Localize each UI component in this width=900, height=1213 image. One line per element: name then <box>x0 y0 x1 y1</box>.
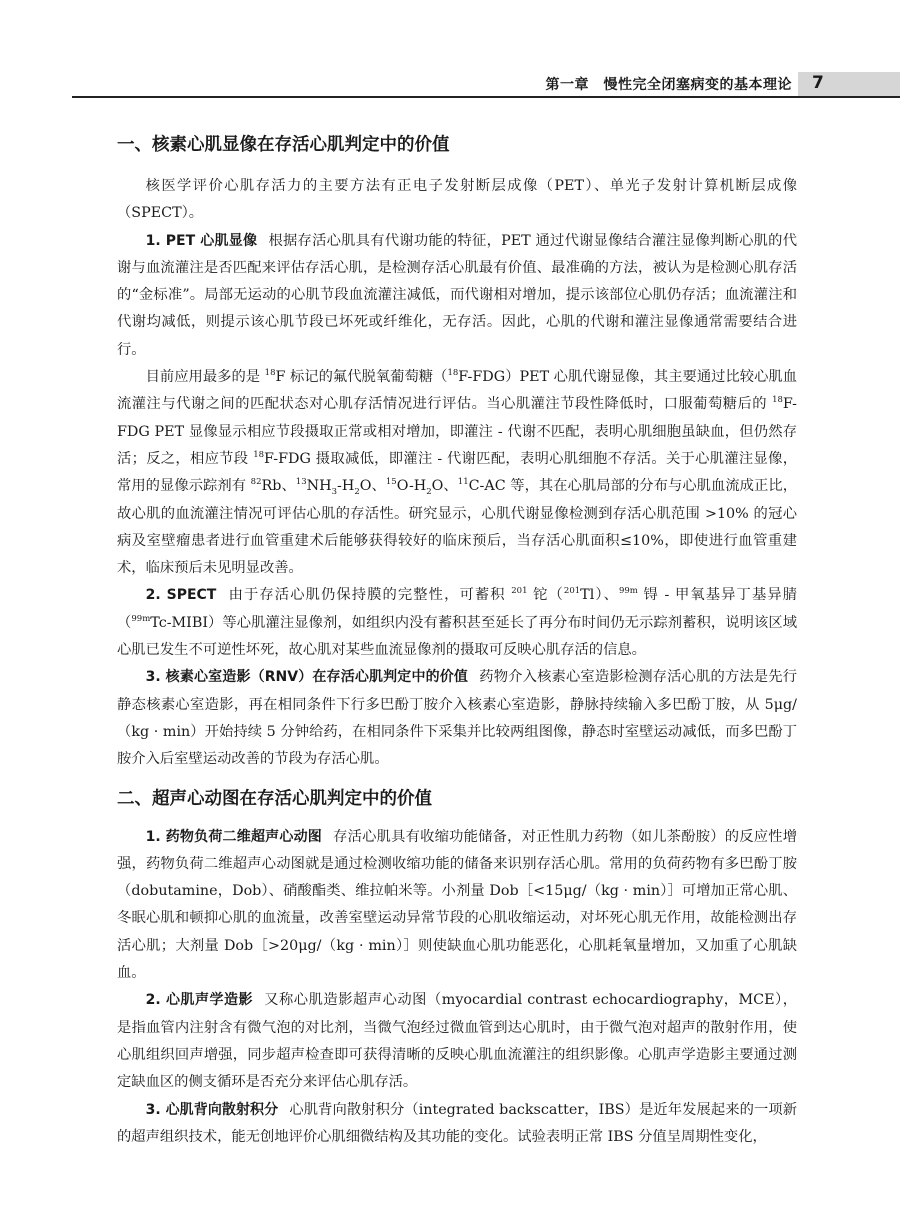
subheading-spect: 2. SPECT <box>145 587 217 604</box>
paragraph-echo-1: 1. 药物负荷二维超声心动图 存活心肌具有收缩功能储备，对正性肌力药物（如儿茶酚胺）的反应性增强，药物负荷二维超声心动图就是通过检测收缩功能的储备来识别存活心肌。常用的负荷药物有多巴酚丁胺（dobutamine，Dob）、硝酸酯类、维拉帕米等。小剂量 Dob［<15μg/（kg · min）］可增加正常心肌、冬眠心肌和顿抑心肌的血流量，改善室壁运动异常节段的心肌收缩运动，对坏死心肌无作用，故能检测出存活心肌；大剂量 Dob［>20μg/（kg · min）］则使缺血心肌功能恶化，心肌耗氧量增加，又加重了心肌缺血。 <box>117 828 797 982</box>
running-header <box>0 72 900 98</box>
subheading-rnv: 3. 核素心室造影（RNV）在存活心肌判定中的价值 <box>145 669 469 686</box>
page-body <box>117 130 797 1151</box>
page-number: 7 <box>812 73 824 93</box>
subheading-mce: 2. 心肌声学造影 <box>145 992 254 1009</box>
header-rule <box>72 96 900 98</box>
paragraph-echo-3: 3. 心肌背向散射积分 心肌背向散射积分（integrated backscatter，IBS）是近年发展起来的一项新的超声组织技术，能无创地评价心肌细微结构及其功能的变化。试验表明正常 IBS 分值呈周期性变化， <box>117 1101 797 1145</box>
paragraph-pet-2: 目前应用最多的是 $^{18}$F 标记的氟代脱氧葡萄糖（$^{18}$F-FDG）PET 心肌代谢显像，其主要通过比较心肌血流灌注与代谢之间的匹配状态对心肌存活情况进行评估。当心肌灌注节段性降低时，口服葡萄糖后的 $^{18}$F-FDG PET 显像显示相应节段摄取正常或相对增加，即灌注 - 代谢不匹配，表明心肌细胞虽缺血，但仍然存活；反之，相应节段 $^{18}$F-FDG 摄取减低，即灌注 - 代谢匹配，表明心肌细胞不存活。关于心肌灌注显像，常用的显像示踪剂有 $^{82}$Rb、$^{13}NH_3-H_2O$、$^{15}O-H_2O$、$^{11}$C-AC 等，其在心肌局部的分布与心肌血流成正比，故心肌的血流灌注情况可评估心肌的存活性。研究显示，心肌代谢显像检测到存活心肌范围 >10% 的冠心病及室壁瘤患者进行血管重建术后能够获得较好的临床预后，当存活心肌面积≤10%，即使进行血管重建术，临床预后未见明显改善。 <box>117 368 798 577</box>
subheading-ibs: 3. 心肌背向散射积分 <box>145 1101 279 1118</box>
paragraph-intro: 核医学评价心肌存活力的主要方法有正电子发射断层成像（PET）、单光子发射计算机断层成像（SPECT）。 <box>117 178 797 222</box>
paragraph-echo-2: 2. 心肌声学造影 又称心肌造影超声心动图（myocardial contrast echocardiography，MCE），是指血管内注射含有微气泡的对比剂，当微气泡经过微血管到达心肌时，由于微气泡对超声的散射作用，使心肌组织回声增强，同步超声检查即可获得清晰的反映心肌血流灌注的组织影像。心肌声学造影主要通过测定缺血区的侧支循环是否充分来评估心肌存活。 <box>117 992 797 1091</box>
paragraph-rnv: 3. 核素心室造影（RNV）在存活心肌判定中的价值 药物介入核素心室造影检测存活心肌的方法是先行静态核素心室造影，再在相同条件下行多巴酚丁胺介入核素心室造影，静脉持续输入多巴酚丁胺，从 5μg/（kg · min）开始持续 5 分钟给药，在相同条件下采集并比较两组图像，静态时室壁运动减低，而多巴酚丁胺介入后室壁运动改善的节段为存活心肌。 <box>117 669 798 768</box>
subheading-stress-echo: 1. 药物负荷二维超声心动图 <box>145 828 322 845</box>
section-heading-echo: 二、超声心动图在存活心肌判定中的价值 <box>117 788 432 809</box>
chapter-title: 第一章 慢性完全闭塞病变的基本理论 <box>545 77 792 93</box>
paragraph-pet-1: 1. PET 心肌显像 根据存活心肌具有代谢功能的特征，PET 通过代谢显像结合灌注显像判断心肌的代谢与血流灌注是否匹配来评估存活心肌，是检测存活心肌最有价值、最准确的方法，被认为是检测心肌存活的“金标准”。局部无运动的心肌节段血流灌注减低，而代谢相对增加，提示该部位心肌仍存活；血流灌注和代谢均减低，则提示该心肌节段已坏死或纤维化，无存活。因此，心肌的代谢和灌注显像通常需要结合进行。 <box>117 232 797 358</box>
subheading-pet: 1. PET 心肌显像 <box>145 232 258 249</box>
page-number-box <box>798 72 900 96</box>
paragraph-spect: 2. SPECT 由于存活心肌仍保持膜的完整性，可蓄积 $^{201}$ 铊（$^{201}$Tl）、$^{99m}$ 锝 - 甲氧基异丁基异腈（$^{99m}$Tc-MIBI）等心肌灌注显像剂，如组织内没有蓄积甚至延长了再分布时间仍无示踪剂蓄积，说明该区域心肌已发生不可逆性坏死，故心肌对某些血流显像剂的摄取可反映心肌存活的信息。 <box>117 586 798 659</box>
section-heading-nuclear: 一、核素心肌显像在存活心肌判定中的价值 <box>117 135 450 155</box>
